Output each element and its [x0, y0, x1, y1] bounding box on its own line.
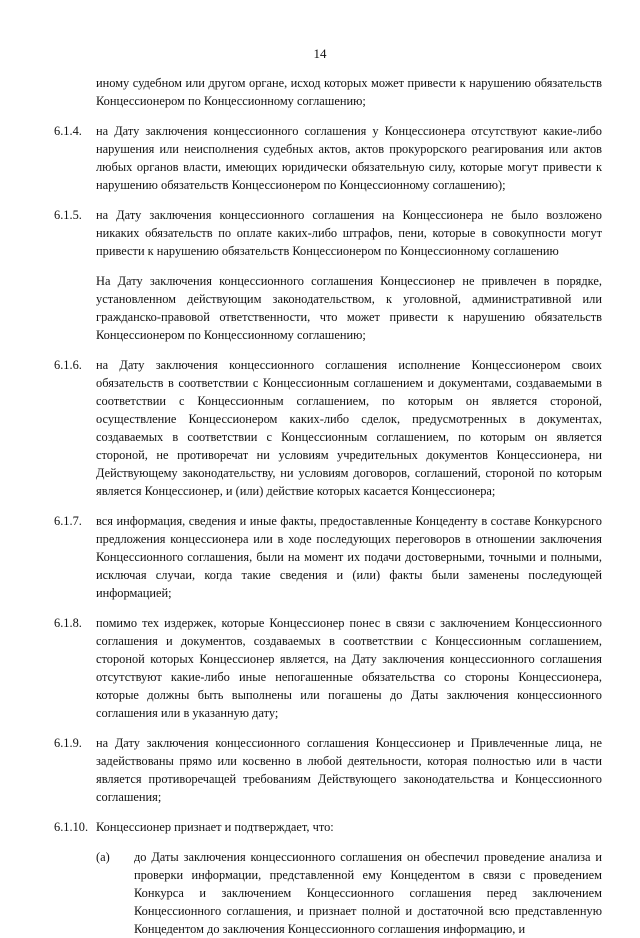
- clause-text: на Дату заключения концессионного соглашения у Концессионера отсутствуют какие-либо нарушения или неисполнения судебных актов, актов прокурорского реагирования или актов любых органов власти, имеющих юридически обязательную силу, которые могут привести к нарушению обязательств Концессионером по Концессионному соглашению);: [96, 124, 602, 192]
- continuation-paragraph: иному судебном или другом органе, исход которых может привести к нарушению обязательств Концессионером по Концессионному соглашению;: [96, 76, 602, 108]
- clause-number: 6.1.5.: [54, 208, 82, 222]
- document-body: [0, 74, 640, 938]
- clause-text: вся информация, сведения и иные факты, предоставленные Концеденту в составе Конкурсного предложения концессионера или в ходе последующих переговоров в отношении заключения Концессионного соглашения, были на момент их подачи достоверными, точными и полными, исключая случаи, когда такие сведения и (или) факты были заменены последующей информацией;: [96, 514, 602, 600]
- clause-number: 6.1.8.: [54, 616, 82, 630]
- clause-number: 6.1.9.: [54, 736, 82, 750]
- clause-number: 6.1.10.: [54, 820, 89, 834]
- clause-6-1-9: [54, 734, 602, 806]
- clause-text: помимо тех издержек, которые Концессионер понес в связи с заключением Концессионного соглашения и документов, создаваемых в соответствии с Концессионным соглашением, стороной которых Концессионер является, на Дату заключения концессионного соглашения отсутствуют какие-либо иные непогашенные обязательства со стороны Концессионера, которые должны быть выполнены или погашены до Даты заключения концессионного соглашения или в указанную дату;: [96, 616, 602, 720]
- clause-text: на Дату заключения концессионного соглашения на Концессионера не было возложено никаких обязательств по оплате каких-либо штрафов, пени, которые в совокупности могут привести к нарушению обязательств Концессионером по Концессионному соглашению: [96, 208, 602, 258]
- clause-6-1-4: [54, 122, 602, 194]
- clause-text: На Дату заключения концессионного соглашения Концессионер не привлечен в порядке, установленном действующим законодательством, к уголовной, административной или гражданско-правовой ответственности, что может привести к нарушению обязательств Концессионером по Концессионному соглашению;: [96, 274, 602, 342]
- clause-6-1-5: [54, 206, 602, 260]
- page-number: 14: [313, 46, 327, 61]
- clause-number: 6.1.6.: [54, 358, 82, 372]
- clause-text: Концессионер признает и подтверждает, что:: [96, 820, 334, 834]
- clause-number: 6.1.4.: [54, 124, 82, 138]
- clause-6-1-8: [54, 614, 602, 722]
- clause-6-1-7: [54, 512, 602, 602]
- subclause-number: (a): [96, 850, 110, 864]
- clause-6-1-6: [54, 356, 602, 500]
- clause-text: на Дату заключения концессионного соглашения Концессионер и Привлеченные лица, не задействованы прямо или косвенно в любой деятельности, которая полностью или в части является противоречащей требованиям Действующего законодательства и Концессионного соглашения;: [96, 736, 602, 804]
- clause-6-1-5-continuation: [96, 272, 602, 344]
- subclause-text: до Даты заключения концессионного соглашения он обеспечил проведение анализа и проверки информации, представленной ему Концедентом в связи с проведением Конкурса и заключением Концессионного соглашения перед заключением Концессионного соглашения, и признает полной и достаточной всю представленную Концедентом до заключения Концессионного соглашения информацию, и: [134, 850, 602, 936]
- subclause-a: [96, 848, 602, 938]
- clause-6-1-10: [54, 818, 602, 836]
- clause-number: 6.1.7.: [54, 514, 82, 528]
- clause-text: на Дату заключения концессионного соглашения исполнение Концессионером своих обязательств в соответствии с Концессионным соглашением и документами, создаваемыми в соответствии с Концессионным соглашением, по которым он является стороной, осуществление Концессионером каких-либо сделок, предусмотренных в документах, создаваемых в соответствии с Концессионным соглашением, по которым он является стороной, не противоречат ни условиям учредительных документов Концессионера, ни Действующему законодательству, ни условиям договоров, соглашений, стороной по которым является Концессионер, и (или) действие которых касается Концессионера;: [96, 358, 602, 498]
